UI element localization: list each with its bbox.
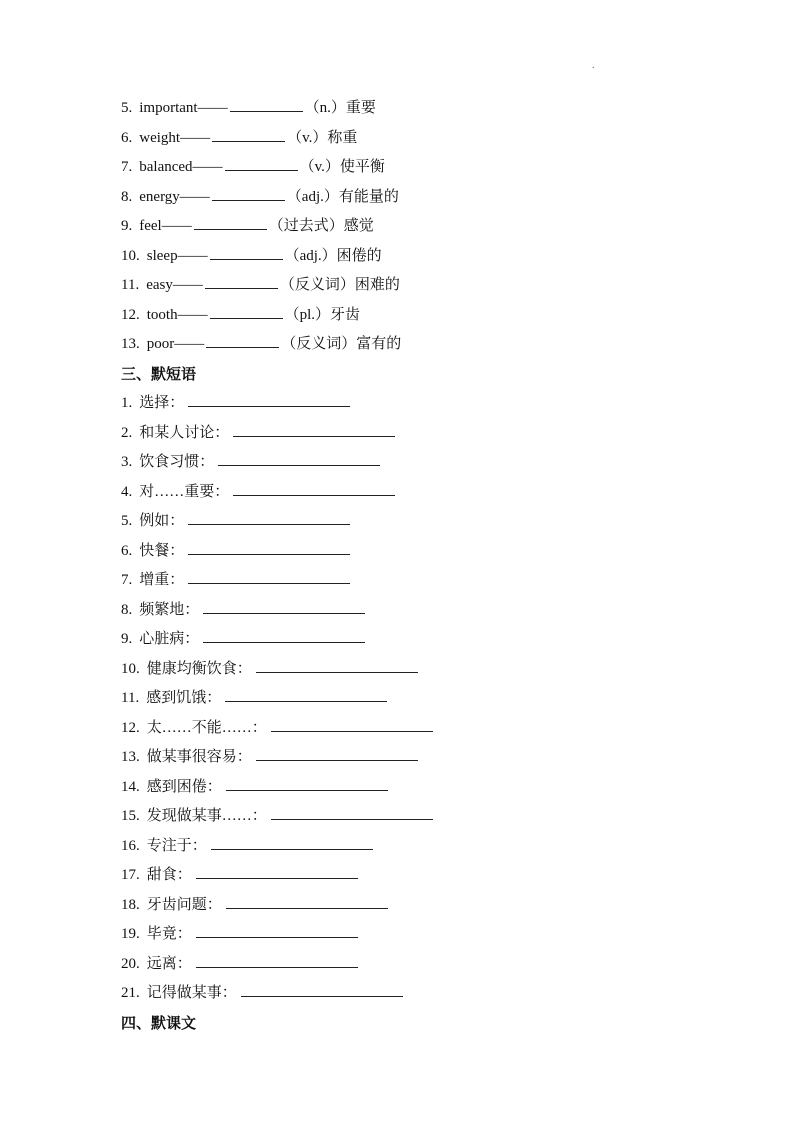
item-number: 8.	[121, 188, 133, 205]
answer-blank[interactable]	[225, 155, 298, 171]
phrase-prompt: 饮食习惯：	[139, 454, 215, 470]
answer-blank[interactable]	[256, 657, 418, 673]
phrase-item	[121, 920, 761, 950]
base-word: feel——	[139, 218, 192, 234]
phrase-item	[121, 979, 761, 1009]
phrase-item	[121, 566, 761, 596]
answer-blank[interactable]	[241, 981, 403, 997]
item-number: 16.	[121, 837, 140, 854]
answer-blank[interactable]	[212, 126, 285, 142]
base-word: weight——	[139, 129, 211, 146]
item-number: 21.	[121, 985, 140, 1001]
phrase-prompt: 发现做某事……：	[146, 808, 267, 824]
answer-blank[interactable]	[271, 804, 433, 820]
answer-blank[interactable]	[225, 686, 387, 702]
phrase-item	[121, 389, 761, 419]
item-number: 13.	[121, 749, 140, 765]
phrase-prompt: 对……重要：	[139, 483, 230, 500]
word-form-item	[121, 212, 761, 242]
answer-blank[interactable]	[206, 332, 279, 348]
base-word: sleep——	[146, 247, 208, 264]
base-word: poor——	[146, 336, 205, 352]
phrase-prompt: 远离：	[146, 955, 192, 972]
item-number: 20.	[121, 955, 140, 972]
phrase-prompt: 频繁地：	[139, 601, 200, 618]
item-number: 17.	[121, 867, 140, 883]
phrase-prompt: 专注于：	[146, 837, 207, 854]
item-number: 11.	[121, 277, 140, 293]
phrases-list	[121, 389, 761, 1009]
phrase-item	[121, 773, 761, 803]
phrase-prompt: 心脏病：	[139, 631, 200, 647]
answer-blank[interactable]	[205, 273, 278, 289]
word-form-item	[121, 94, 761, 124]
phrase-item	[121, 802, 761, 832]
phrase-item	[121, 684, 761, 714]
item-number: 11.	[121, 690, 140, 706]
item-number: 5.	[121, 513, 133, 529]
phrase-item	[121, 507, 761, 537]
base-word: balanced——	[139, 159, 223, 175]
answer-blank[interactable]	[194, 214, 267, 230]
phrase-prompt: 牙齿问题：	[146, 896, 222, 913]
phrase-prompt: 和某人讨论：	[139, 424, 230, 441]
base-word: easy——	[146, 277, 203, 293]
item-number: 10.	[121, 660, 140, 677]
answer-blank[interactable]	[196, 863, 358, 879]
phrase-item	[121, 714, 761, 744]
phrase-item	[121, 861, 761, 891]
answer-blank[interactable]	[230, 96, 303, 112]
item-number: 8.	[121, 601, 133, 618]
answer-blank[interactable]	[256, 745, 418, 761]
answer-blank[interactable]	[196, 922, 358, 938]
form-hint: （v.）称重	[287, 129, 358, 146]
phrase-prompt: 感到饥饿：	[146, 690, 222, 706]
section-heading-text: 四、默课文	[121, 1013, 197, 1032]
form-hint: （n.）重要	[304, 100, 376, 116]
word-form-item	[121, 330, 761, 360]
phrase-prompt: 选择：	[139, 395, 185, 411]
word-form-item	[121, 153, 761, 183]
word-form-item	[121, 242, 761, 272]
phrase-prompt: 健康均衡饮食：	[146, 660, 252, 677]
item-number: 9.	[121, 218, 133, 234]
item-number: 5.	[121, 100, 133, 116]
word-form-item	[121, 124, 761, 154]
item-number: 12.	[121, 306, 140, 323]
item-number: 2.	[121, 424, 133, 441]
answer-blank[interactable]	[188, 509, 350, 525]
phrase-item	[121, 419, 761, 449]
phrase-item	[121, 625, 761, 655]
section-heading-phrases: 三、默短语	[121, 364, 197, 383]
item-number: 6.	[121, 542, 133, 559]
phrase-item	[121, 655, 761, 685]
phrase-item	[121, 950, 761, 980]
phrase-item	[121, 596, 761, 626]
item-number: 1.	[121, 395, 133, 411]
answer-blank[interactable]	[196, 952, 358, 968]
answer-blank[interactable]	[271, 716, 433, 732]
form-hint: （反义词）富有的	[281, 336, 402, 352]
form-hint: （adj.）有能量的	[286, 188, 399, 205]
answer-blank[interactable]	[188, 391, 350, 407]
answer-blank[interactable]	[212, 185, 285, 201]
item-number: 13.	[121, 336, 140, 352]
item-number: 19.	[121, 926, 140, 942]
base-word: important——	[139, 100, 228, 116]
answer-blank[interactable]	[233, 421, 395, 437]
phrase-prompt: 快餐：	[139, 542, 185, 559]
word-form-item	[121, 271, 761, 301]
item-number: 10.	[121, 247, 140, 264]
form-hint: （v.）使平衡	[299, 159, 385, 175]
form-hint: （pl.）牙齿	[284, 306, 361, 323]
phrase-prompt: 记得做某事：	[146, 985, 237, 1001]
form-hint: （过去式）感觉	[268, 218, 374, 234]
answer-blank[interactable]	[203, 627, 365, 643]
item-number: 14.	[121, 778, 140, 795]
word-forms-list	[121, 94, 761, 360]
answer-blank[interactable]	[218, 450, 380, 466]
page-corner-mark: .	[592, 60, 595, 71]
phrase-item	[121, 891, 761, 921]
answer-blank[interactable]	[226, 893, 388, 909]
word-form-item	[121, 183, 761, 213]
answer-blank[interactable]	[188, 568, 350, 584]
phrase-prompt: 感到困倦：	[146, 778, 222, 795]
base-word: tooth——	[146, 306, 208, 323]
answer-blank[interactable]	[210, 244, 283, 260]
item-number: 7.	[121, 159, 133, 175]
phrase-item	[121, 537, 761, 567]
form-hint: （反义词）困难的	[279, 277, 400, 293]
word-form-item	[121, 301, 761, 331]
answer-blank[interactable]	[188, 539, 350, 555]
answer-blank[interactable]	[226, 775, 388, 791]
phrase-prompt: 增重：	[139, 572, 185, 588]
phrase-prompt: 做某事很容易：	[146, 749, 252, 765]
phrase-item	[121, 478, 761, 508]
base-word: energy——	[139, 188, 210, 205]
phrase-prompt: 太……不能……：	[146, 719, 267, 736]
answer-blank[interactable]	[211, 834, 373, 850]
answer-blank[interactable]	[203, 598, 365, 614]
phrase-prompt: 甜食：	[146, 867, 192, 883]
item-number: 9.	[121, 631, 133, 647]
item-number: 6.	[121, 129, 133, 146]
phrase-item	[121, 743, 761, 773]
phrase-item	[121, 448, 761, 478]
item-number: 15.	[121, 808, 140, 824]
item-number: 7.	[121, 572, 133, 588]
phrase-prompt: 毕竟：	[146, 926, 192, 942]
answer-blank[interactable]	[233, 480, 395, 496]
form-hint: （adj.）困倦的	[284, 247, 382, 264]
item-number: 4.	[121, 483, 133, 500]
item-number: 12.	[121, 719, 140, 736]
answer-blank[interactable]	[210, 303, 283, 319]
worksheet-content	[121, 94, 761, 1038]
item-number: 3.	[121, 454, 133, 470]
phrase-item	[121, 832, 761, 862]
phrase-prompt: 例如：	[139, 513, 185, 529]
item-number: 18.	[121, 896, 140, 913]
